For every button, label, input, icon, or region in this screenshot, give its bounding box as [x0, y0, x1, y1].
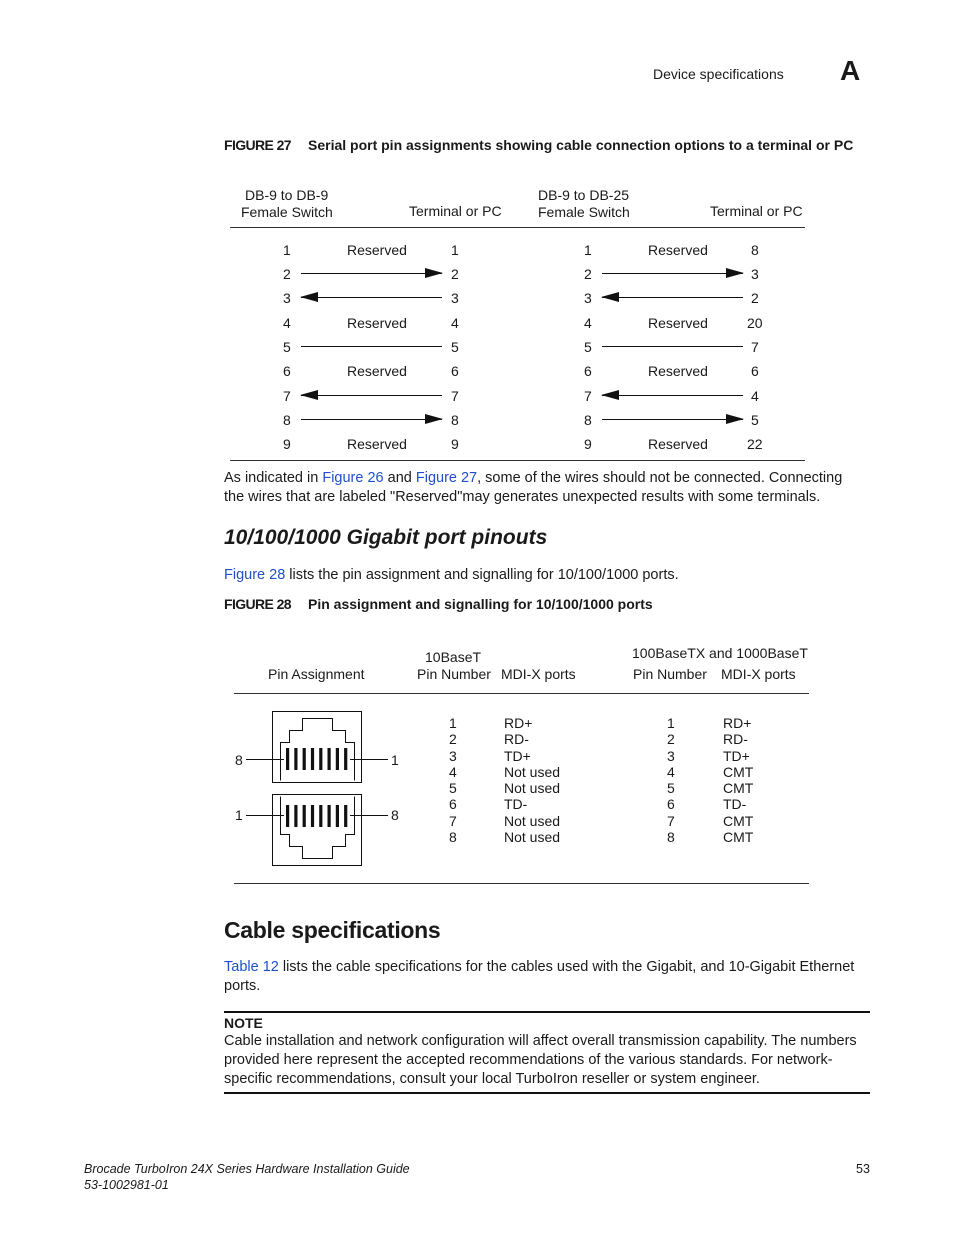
signal-value: CMT	[723, 812, 754, 829]
running-header-section: Device specifications	[653, 66, 784, 82]
right-header-terminal: Terminal or PC	[710, 203, 803, 219]
left-pin-b: 9	[451, 436, 459, 452]
signal-value: RD-	[504, 731, 529, 748]
figure-28-top-rule	[234, 693, 809, 694]
footer-guide-title: Brocade TurboIron 24X Series Hardware Installation Guide	[84, 1162, 410, 1176]
left-header-terminal: Terminal or PC	[409, 203, 502, 219]
right-pin-a: 3	[584, 290, 592, 306]
right-line-plain	[602, 346, 743, 347]
figure-27-label: FIGURE 27	[224, 137, 291, 153]
left-arrow-left	[301, 297, 442, 298]
right-pin-a: 6	[584, 363, 592, 379]
pin-number: 7	[667, 812, 675, 829]
figure-27-bottom-rule	[230, 460, 805, 461]
left-pin-b: 2	[451, 266, 459, 282]
signal-value: CMT	[723, 780, 754, 797]
note-top-rule	[224, 1011, 870, 1013]
figure-28-intro	[224, 566, 679, 585]
right-arrow-right	[602, 419, 743, 420]
left-reserved-label: Reserved	[347, 315, 407, 331]
left-pin-a: 5	[283, 339, 291, 355]
signal-value: RD+	[504, 715, 533, 731]
pin-number: 4	[667, 763, 675, 780]
left-arrow-right	[301, 273, 442, 274]
connector-pin	[328, 748, 331, 770]
left-pin-a: 2	[283, 266, 291, 282]
connector-pin	[328, 805, 331, 827]
left-reserved-label: Reserved	[347, 363, 407, 379]
footer-page-number: 53	[856, 1162, 870, 1176]
figure-27-link[interactable]: Figure 27	[415, 470, 478, 486]
connector-pin	[286, 805, 289, 827]
connector-top-right-label: 1	[391, 752, 399, 768]
pin-number: 3	[667, 747, 675, 764]
connector-pin	[319, 805, 322, 827]
left-pin-b: 6	[451, 363, 459, 379]
intro-text: lists the pin assignment and signalling for 10/100/1000 ports.	[285, 567, 679, 583]
signal-value: TD-	[504, 796, 528, 813]
signal-value: TD-	[723, 796, 747, 813]
right-arrow-left	[602, 395, 743, 396]
right-pin-a: 4	[584, 315, 592, 331]
right-pin-b: 20	[747, 315, 763, 331]
right-pin-b: 2	[751, 290, 759, 306]
group-10baset-title: 10BaseT	[425, 649, 482, 665]
col-pin-assignment: Pin Assignment	[268, 666, 365, 682]
signal-value: RD+	[723, 715, 752, 731]
right-pin-a: 8	[584, 412, 592, 428]
right-pin-b: 6	[751, 363, 759, 379]
right-arrow-left	[602, 297, 743, 298]
right-pin-b: 4	[751, 388, 759, 404]
mdix-10baset-list	[504, 715, 560, 845]
right-pin-b: 22	[747, 436, 763, 452]
figure-27-top-rule	[230, 227, 805, 228]
right-pin-b: 5	[751, 412, 759, 428]
pins-10baset-list	[449, 715, 457, 845]
pin-number: 6	[449, 796, 457, 813]
right-pin-a: 5	[584, 339, 592, 355]
left-header-line2: Female Switch	[241, 204, 333, 220]
right-header-line1: DB-9 to DB-25	[538, 187, 630, 203]
rj45-top-connector-icon	[246, 712, 388, 783]
para-text: and	[383, 470, 416, 486]
right-reserved-label: Reserved	[648, 436, 708, 452]
connector-pin	[311, 805, 314, 827]
connector-pin	[286, 748, 289, 770]
col-pin-number-1000baset: Pin Number	[633, 666, 707, 682]
right-pin-b: 7	[751, 339, 759, 355]
col-pin-number-10baset: Pin Number	[417, 666, 491, 682]
signal-value: RD-	[723, 731, 748, 748]
left-pin-b: 8	[451, 412, 459, 428]
pin-number: 1	[667, 715, 675, 731]
figure-26-link[interactable]: Figure 26	[322, 470, 384, 486]
signal-value: Not used	[504, 780, 561, 797]
pin-number: 8	[449, 829, 457, 846]
pins-1000baset-list	[667, 715, 675, 845]
left-arrow-right	[301, 419, 442, 420]
left-header-line1: DB-9 to DB-9	[245, 187, 329, 203]
pin-number: 4	[449, 763, 457, 780]
note-bottom-rule	[224, 1092, 870, 1094]
rj45-bottom-connector-icon	[246, 795, 388, 866]
col-mdix-10baset: MDI-X ports	[501, 666, 576, 682]
intro-text: lists the cable specifications for the cables used with the Gigabit, and 10-Gigabit Ethernet ports.	[224, 959, 855, 994]
pin-number: 3	[449, 747, 457, 764]
pin-number: 2	[449, 731, 457, 748]
right-reserved-label: Reserved	[648, 363, 708, 379]
right-pin-a: 7	[584, 388, 592, 404]
figure-28-label: FIGURE 28	[224, 596, 291, 612]
right-header-line2: Female Switch	[538, 204, 630, 220]
right-pin-a: 2	[584, 266, 592, 282]
connector-pin	[344, 805, 347, 827]
cable-intro-paragraph	[224, 958, 872, 996]
para-text: , some of the wires should not be connected. Connecting the wires that are labeled "Reserved"may generates unexpected results with some terminals.	[224, 470, 843, 505]
left-reserved-label: Reserved	[347, 242, 407, 258]
figure-28-caption: Pin assignment and signalling for 10/100/1000 ports	[308, 596, 653, 612]
figure-28-bottom-rule	[234, 883, 809, 884]
para-text: As indicated in	[224, 470, 323, 486]
right-pin-b: 8	[751, 242, 759, 258]
right-pin-a: 9	[584, 436, 592, 452]
pin-number: 7	[449, 812, 457, 829]
left-arrow-left	[301, 395, 442, 396]
pin-number: 1	[449, 715, 457, 731]
signal-value: Not used	[504, 812, 561, 829]
left-pin-b: 5	[451, 339, 459, 355]
left-pin-a: 4	[283, 315, 291, 331]
signal-value: CMT	[723, 763, 754, 780]
gigabit-section-heading: 10/100/1000 Gigabit port pinouts	[224, 526, 548, 549]
connector-pin	[344, 748, 347, 770]
table-12-link[interactable]: Table 12	[224, 959, 279, 975]
left-pin-b: 1	[451, 242, 459, 258]
left-pin-a: 6	[283, 363, 291, 379]
connector-pin	[303, 805, 306, 827]
left-pin-a: 7	[283, 388, 291, 404]
mdix-1000baset-list	[723, 715, 753, 845]
connector-pin	[303, 748, 306, 770]
left-line-plain	[301, 346, 442, 347]
footer-doc-number: 53-1002981-01	[84, 1178, 169, 1192]
left-pin-b: 4	[451, 315, 459, 331]
connector-pin	[294, 805, 297, 827]
connector-pin	[336, 805, 339, 827]
connector-top-left-label: 8	[235, 752, 243, 768]
note-text: Cable installation and network configuration will affect overall transmission capability. The numbers provided here represent the accepted recommendations of the various standards. For network-specific recommendations, consult your local TurboIron reseller or system engineer.	[224, 1033, 857, 1087]
right-reserved-label: Reserved	[648, 242, 708, 258]
appendix-letter: A	[840, 55, 861, 86]
figure-27-caption: Serial port pin assignments showing cable connection options to a terminal or PC	[308, 137, 854, 153]
signal-value: TD+	[504, 747, 531, 764]
pin-number: 8	[667, 829, 675, 846]
cable-section-heading: Cable specifications	[224, 917, 441, 943]
signal-value: TD+	[723, 747, 750, 764]
connector-pin	[336, 748, 339, 770]
pin-number: 5	[449, 780, 457, 797]
pin-number: 2	[667, 731, 675, 748]
connector-bottom-left-label: 1	[235, 807, 243, 823]
figure-27-paragraph	[224, 469, 864, 507]
pin-number: 5	[667, 780, 675, 797]
left-pin-a: 3	[283, 290, 291, 306]
group-1000baset-title: 100BaseTX and 1000BaseT	[632, 645, 808, 661]
connector-pin	[294, 748, 297, 770]
signal-value: CMT	[723, 829, 754, 846]
connector-pin	[311, 748, 314, 770]
col-mdix-1000baset: MDI-X ports	[721, 666, 796, 682]
pin-number: 6	[667, 796, 675, 813]
figure-28-link[interactable]: Figure 28	[224, 567, 286, 583]
right-arrow-right	[602, 273, 743, 274]
left-pin-a: 9	[283, 436, 291, 452]
connector-pin	[319, 748, 322, 770]
left-pin-b: 7	[451, 388, 459, 404]
signal-value: Not used	[504, 763, 561, 780]
connector-bottom-right-label: 8	[391, 807, 399, 823]
left-pin-a: 1	[283, 242, 291, 258]
right-pin-b: 3	[751, 266, 759, 282]
right-reserved-label: Reserved	[648, 315, 708, 331]
left-pin-b: 3	[451, 290, 459, 306]
right-pin-a: 1	[584, 242, 592, 258]
note-label: NOTE	[224, 1015, 263, 1031]
signal-value: Not used	[504, 829, 561, 846]
left-pin-a: 8	[283, 412, 291, 428]
left-reserved-label: Reserved	[347, 436, 407, 452]
